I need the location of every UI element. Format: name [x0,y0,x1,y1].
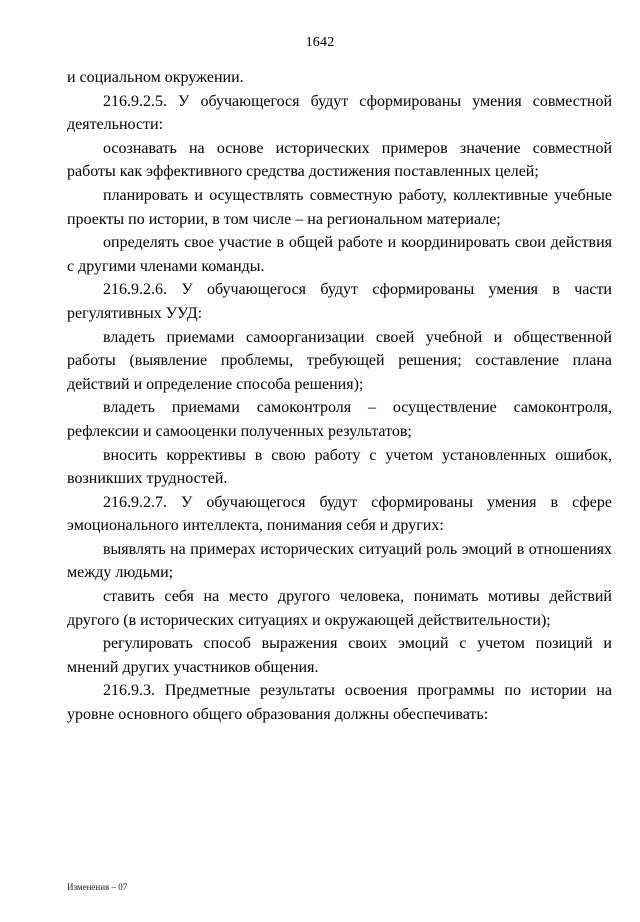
paragraph-list-item: регулировать способ выражения своих эмоций с учетом позиций и мнений других участников общения. [67,635,612,676]
paragraph-list-item: владеть приемами самоконтроля – осуществление самоконтроля, рефлексии и самооценки полученных результатов; [67,399,612,440]
page-number: 1642 [305,35,335,50]
paragraph-list-item: владеть приемами самоорганизации своей учебной и общественной работы (выявление проблемы, требующей решения; составление плана действий и определение способа решения); [67,328,612,393]
paragraph-section-216-9-3: 216.9.3. Предметные результаты освоения программы по истории на уровне основного общего образования должны обеспечивать: [67,682,612,724]
paragraph-list-item: планировать и осуществлять совместную работу, коллективные учебные проекты по истории, в том числе – на региональном материале; [67,186,612,228]
paragraph-list-item: определять свое участие в общей работе и координировать свои действия с другими членами команды. [67,234,612,275]
paragraph-section-216-9-2-6: 216.9.2.6. У обучающегося будут сформированы умения в части регулятивных УУД: [67,281,612,322]
paragraph-section-216-9-2-5: 216.9.2.5. У обучающегося будут сформированы умения совместной деятельности: [67,92,612,134]
paragraph-list-item: выявлять на примерах исторических ситуаций роль эмоций в отношениях между людьми; [67,540,612,582]
footer-note: Изменения – 07 [67,882,128,892]
paragraph-list-item: осознавать на основе исторических примеров значение совместной работы как эффективного средства достижения поставленных целей; [67,139,612,181]
paragraph-list-item: ставить себя на место другого человека, понимать мотивы действий другого (в исторических ситуациях и окружающей действительности); [67,588,612,629]
paragraph-continuation: и социальном окружении. [67,69,244,86]
paragraph-section-216-9-2-7: 216.9.2.7. У обучающегося будут сформированы умения в сфере эмоционального интеллекта, понимания себя и других: [67,493,612,535]
document-body [67,66,612,727]
paragraph-list-item: вносить коррективы в свою работу с учетом установленных ошибок, возникших трудностей. [67,446,612,488]
